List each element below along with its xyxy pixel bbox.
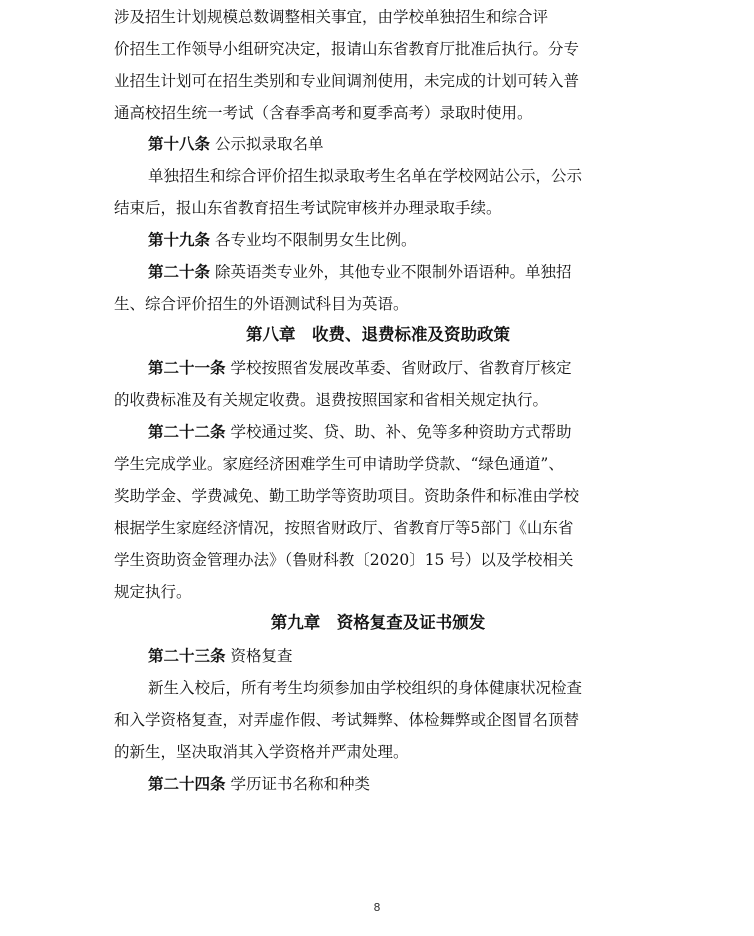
article-body: 各专业均不限制男女生比例。: [214, 231, 417, 249]
article-body: 除英语类专业外，其他专业不限制外语语种。单独招: [214, 263, 572, 281]
article-title: 资格复查: [230, 647, 293, 665]
chapter-heading: 第八章 收费、退费标准及资助政策: [246, 325, 510, 344]
paragraph-line: 规定执行。: [114, 583, 192, 601]
article-22: [148, 421, 642, 443]
article-title: 学历证书名称和种类: [230, 775, 370, 793]
article-23: [148, 645, 642, 667]
paragraph-line: 和入学资格复查，对弄虚作假、考试舞弊、体检舞弊或企图冒名顶替: [114, 711, 580, 729]
article-body: 学校按照省发展改革委、省财政厅、省教育厅核定: [230, 359, 572, 377]
paragraph-line: 的新生，坚决取消其入学资格并严肃处理。: [114, 743, 409, 761]
article-label: 第二十一条: [148, 358, 226, 377]
article-24: [148, 773, 642, 795]
article-18: [148, 133, 642, 155]
article-label: 第二十二条: [148, 422, 226, 441]
article-21: [148, 357, 642, 379]
paragraph-line: 根据学生家庭经济情况，按照省财政厅、省教育厅等5部门《山东省: [114, 519, 574, 537]
paragraph-line: 学生资助资金管理办法》（鲁财科教〔2020〕15 号）以及学校相关: [114, 551, 574, 569]
article-label: 第十八条: [148, 134, 211, 153]
article-label: 第二十条: [148, 262, 211, 281]
paragraph-line: 学生完成学业。家庭经济困难学生可申请助学贷款、“绿色通道”、: [114, 455, 564, 473]
paragraph-line: 单独招生和综合评价招生拟录取考生名单在学校网站公示，公示: [148, 167, 583, 185]
paragraph-line: 价招生工作领导小组研究决定，报请山东省教育厅批准后执行。分专: [114, 40, 580, 58]
paragraph-line: 业招生计划可在招生类别和专业间调剂使用，未完成的计划可转入普: [114, 72, 580, 90]
article-label: 第二十三条: [148, 646, 226, 665]
page-number: 8: [373, 901, 381, 914]
article-label: 第十九条: [148, 230, 211, 249]
paragraph-line: 通高校招生统一考试（含春季高考和夏季高考）录取时使用。: [114, 104, 533, 122]
article-19: [148, 229, 642, 251]
article-title: 公示拟录取名单: [214, 135, 324, 153]
chapter-heading: 第九章 资格复查及证书颁发: [270, 613, 486, 632]
paragraph-line: 奖助学金、学费减免、勤工助学等资助项目。资助条件和标准由学校: [114, 487, 580, 505]
paragraph-line: 新生入校后，所有考生均须参加由学校组织的身体健康状况检查: [148, 679, 583, 697]
paragraph-line: 涉及招生计划规模总数调整相关事宜，由学校单独招生和综合评: [114, 8, 549, 26]
paragraph-line: 结束后，报山东省教育招生考试院审核并办理录取手续。: [114, 199, 502, 217]
article-label: 第二十四条: [148, 774, 226, 793]
article-body: 学校通过奖、贷、助、补、免等多种资助方式帮助: [230, 423, 572, 441]
paragraph-line: 的收费标准及有关规定收费。退费按照国家和省相关规定执行。: [114, 391, 549, 409]
paragraph-line: 生、综合评价招生的外语测试科目为英语。: [114, 295, 409, 313]
article-20: [148, 261, 642, 283]
